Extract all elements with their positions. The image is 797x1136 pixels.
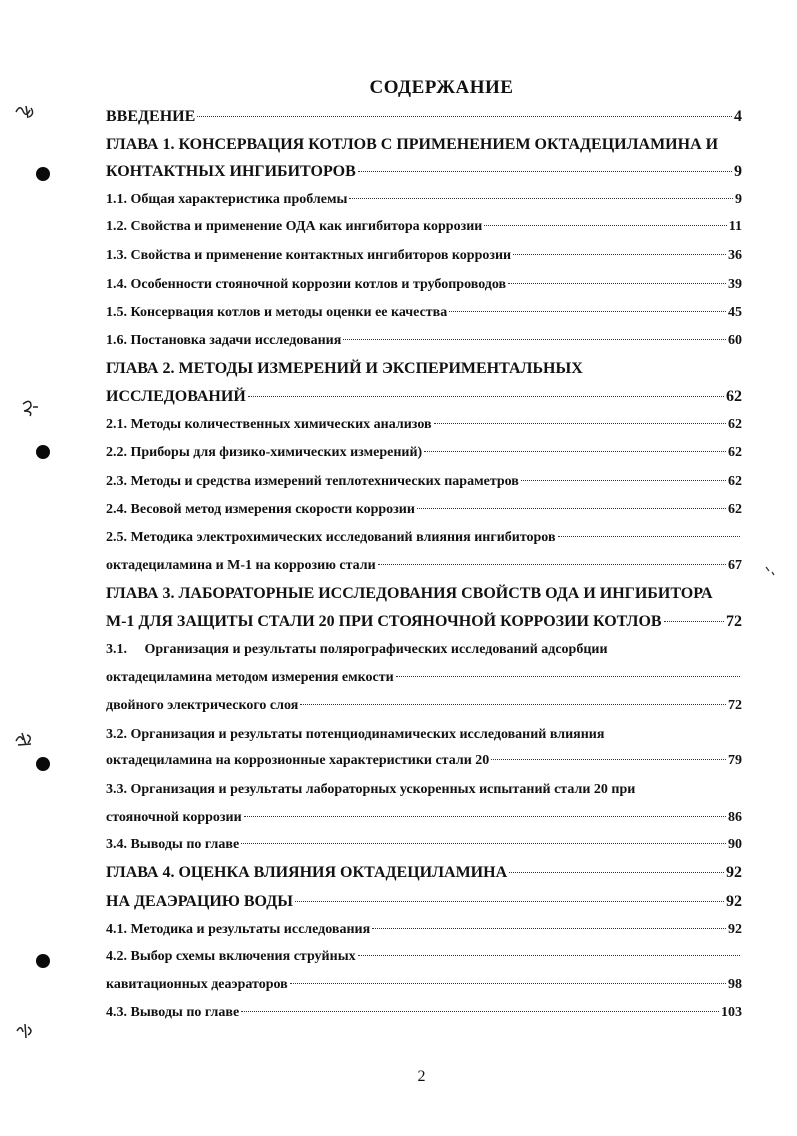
toc-entry-page: 67 (728, 558, 742, 573)
toc-entry-title: М-1 ДЛЯ ЗАЩИТЫ СТАЛИ 20 ПРИ СТОЯНОЧНОЙ КОРРОЗИИ КОТЛОВ (106, 613, 662, 630)
toc-entry-title: двойного электрического слоя (106, 698, 299, 713)
dot-leader (358, 171, 732, 172)
toc-entry[interactable] (106, 949, 742, 969)
toc-entry-title: ГЛАВА 3. ЛАБОРАТОРНЫЕ ИССЛЕДОВАНИЯ СВОЙСТВ ОДА И ИНГИБИТОРА (106, 585, 713, 602)
toc-entry-title: НА ДЕАЭРАЦИЮ ВОДЫ (106, 893, 293, 910)
toc-entry-title: 2.2. Приборы для физико-химических измерений) (106, 445, 423, 460)
dot-leader (349, 198, 733, 199)
toc-entry-title: 1.4. Особенности стояночной коррозии котлов и трубопроводов (106, 277, 507, 292)
toc-entry-title: октадециламина на коррозионные характеристики стали 20 (106, 753, 490, 768)
toc-entry-title: КОНТАКТНЫХ ИНГИБИТОРОВ (106, 163, 356, 180)
toc-entry[interactable] (106, 388, 742, 408)
page-number: 2 (417, 1068, 426, 1085)
toc-entry-title: 1.6. Постановка задачи исследования (106, 333, 342, 348)
toc-entry-page: 11 (728, 219, 742, 234)
dot-leader (509, 872, 724, 873)
dot-leader (197, 116, 732, 117)
toc-entry-page: 62 (728, 445, 742, 460)
toc-entry-page: 98 (728, 977, 742, 992)
toc-entry-title: кавитационных деаэраторов (106, 977, 288, 992)
toc-entry-title: ГЛАВА 1. КОНСЕРВАЦИЯ КОТЛОВ С ПРИМЕНЕНИЕМ ОКТАДЕЦИЛАМИНА И (106, 136, 719, 153)
toc-entry-title: 1.1. Общая характеристика проблемы (106, 192, 348, 207)
toc-entry[interactable] (106, 360, 742, 380)
toc-entry-page: 92 (726, 893, 742, 910)
toc-entry-title: ВВЕДЕНИЕ (106, 108, 196, 125)
toc-entry-page: 79 (728, 753, 742, 768)
toc-entry-title: ГЛАВА 4. ОЦЕНКА ВЛИЯНИЯ ОКТАДЕЦИЛАМИНА (106, 864, 508, 881)
toc-entry[interactable] (106, 922, 742, 942)
toc-entry[interactable] (106, 864, 742, 884)
toc-entry-page: 62 (728, 474, 742, 489)
toc-entry-title: 3.1. Организация и результаты полярографических исследований адсорбции (106, 642, 608, 657)
toc-entry[interactable] (106, 753, 742, 773)
dot-leader (513, 254, 726, 255)
toc-entry[interactable] (106, 698, 742, 718)
toc-entry[interactable] (106, 248, 742, 268)
toc-entry-page: 62 (728, 417, 742, 432)
dot-leader (300, 704, 726, 705)
toc-entry-title: октадециламина методом измерения емкости (106, 670, 394, 685)
toc-entry[interactable] (106, 305, 742, 325)
dot-leader (521, 480, 726, 481)
toc-entry-title: 3.3. Организация и результаты лабораторных ускоренных испытаний стали 20 при (106, 782, 636, 797)
dot-leader (241, 1011, 719, 1012)
toc-entry-page: 36 (728, 248, 742, 263)
toc-entry[interactable] (106, 727, 742, 747)
toc-entry-page: 9 (735, 192, 742, 207)
page-title: СОДЕРЖАНИЕ (369, 77, 514, 98)
toc-entry-page: 103 (721, 1005, 742, 1020)
dot-leader (372, 928, 726, 929)
toc-entry[interactable] (106, 558, 742, 578)
toc-entry[interactable] (106, 333, 742, 353)
toc-entry[interactable] (106, 192, 742, 212)
toc-entry-title: 1.2. Свойства и применение ОДА как ингибитора коррозии (106, 219, 483, 234)
toc-entry[interactable] (106, 136, 742, 156)
toc-entry-page: 60 (728, 333, 742, 348)
toc-entry-page: 92 (726, 864, 742, 881)
toc-entry-title: 4.3. Выводы по главе (106, 1005, 240, 1020)
dot-leader (290, 983, 726, 984)
toc-entry[interactable] (106, 810, 742, 830)
toc-entry-page: 90 (728, 837, 742, 852)
toc-entry[interactable] (106, 417, 742, 437)
toc-entry-page: 45 (728, 305, 742, 320)
toc-entry-page: 72 (728, 698, 742, 713)
toc-entry-title: ИССЛЕДОВАНИЙ (106, 388, 246, 405)
dot-leader (664, 621, 724, 622)
toc-entry-title: 2.4. Весовой метод измерения скорости коррозии (106, 502, 415, 517)
toc-entry-page: 4 (734, 108, 742, 125)
dot-leader (491, 759, 726, 760)
dot-leader (378, 564, 726, 565)
toc-entry-page: 86 (728, 810, 742, 825)
toc-entry[interactable] (106, 670, 742, 690)
toc-entry-title: 2.3. Методы и средства измерений теплотехнических параметров (106, 474, 519, 489)
toc-entry[interactable] (106, 782, 742, 802)
toc-entry-title: 1.3. Свойства и применение контактных ингибиторов коррозии (106, 248, 512, 263)
dot-leader (484, 225, 726, 226)
toc-entry-title: 2.1. Методы количественных химических анализов (106, 417, 432, 432)
dot-leader (417, 508, 726, 509)
dot-leader (424, 451, 726, 452)
dot-leader (434, 423, 726, 424)
dot-leader (248, 396, 724, 397)
toc-entry-page: 62 (728, 502, 742, 517)
dot-leader (396, 676, 740, 677)
dot-leader (241, 843, 726, 844)
toc-entry[interactable] (106, 977, 742, 997)
toc-entry-title: 1.5. Консервация котлов и методы оценки ее качества (106, 305, 448, 320)
toc-entry[interactable] (106, 502, 742, 522)
dot-leader (558, 536, 740, 537)
toc-entry[interactable] (106, 585, 742, 605)
toc-entry-title: стояночной коррозии (106, 810, 242, 825)
toc-entry[interactable] (106, 445, 742, 465)
toc-entry[interactable] (106, 474, 742, 494)
toc-entry-title: 4.1. Методика и результаты исследования (106, 922, 371, 937)
toc-entry[interactable] (106, 1005, 742, 1025)
toc-entry-title: 3.4. Выводы по главе (106, 837, 240, 852)
toc-entry[interactable] (106, 277, 742, 297)
toc-entry[interactable] (106, 108, 742, 128)
dot-leader (343, 339, 726, 340)
toc-entry[interactable] (106, 219, 742, 239)
toc-entry-page: 9 (734, 163, 742, 180)
toc-entry[interactable] (106, 642, 742, 662)
toc-entry-title: 4.2. Выбор схемы включения струйных (106, 949, 356, 964)
toc-entry-title: ГЛАВА 2. МЕТОДЫ ИЗМЕРЕНИЙ И ЭКСПЕРИМЕНТАЛЬНЫХ (106, 360, 583, 377)
toc-entry[interactable] (106, 163, 742, 183)
dot-leader (244, 816, 726, 817)
toc-entry[interactable] (106, 893, 742, 913)
toc-entry-page: 39 (728, 277, 742, 292)
toc-entry-title: 3.2. Организация и результаты потенциодинамических исследований влияния (106, 727, 605, 742)
toc-entry[interactable] (106, 837, 742, 857)
toc-entry[interactable] (106, 613, 742, 633)
toc-entry-title: 2.5. Методика электрохимических исследований влияния ингибиторов (106, 530, 556, 545)
toc-entry-title: октадециламина и М-1 на коррозию стали (106, 558, 376, 573)
toc-entry[interactable] (106, 530, 742, 550)
toc-entry-page: 92 (728, 922, 742, 937)
dot-leader (449, 311, 726, 312)
dot-leader (295, 901, 724, 902)
toc-entry-page: 62 (726, 388, 742, 405)
toc-entry-page: 72 (726, 613, 742, 630)
dot-leader (508, 283, 726, 284)
dot-leader (358, 955, 740, 956)
